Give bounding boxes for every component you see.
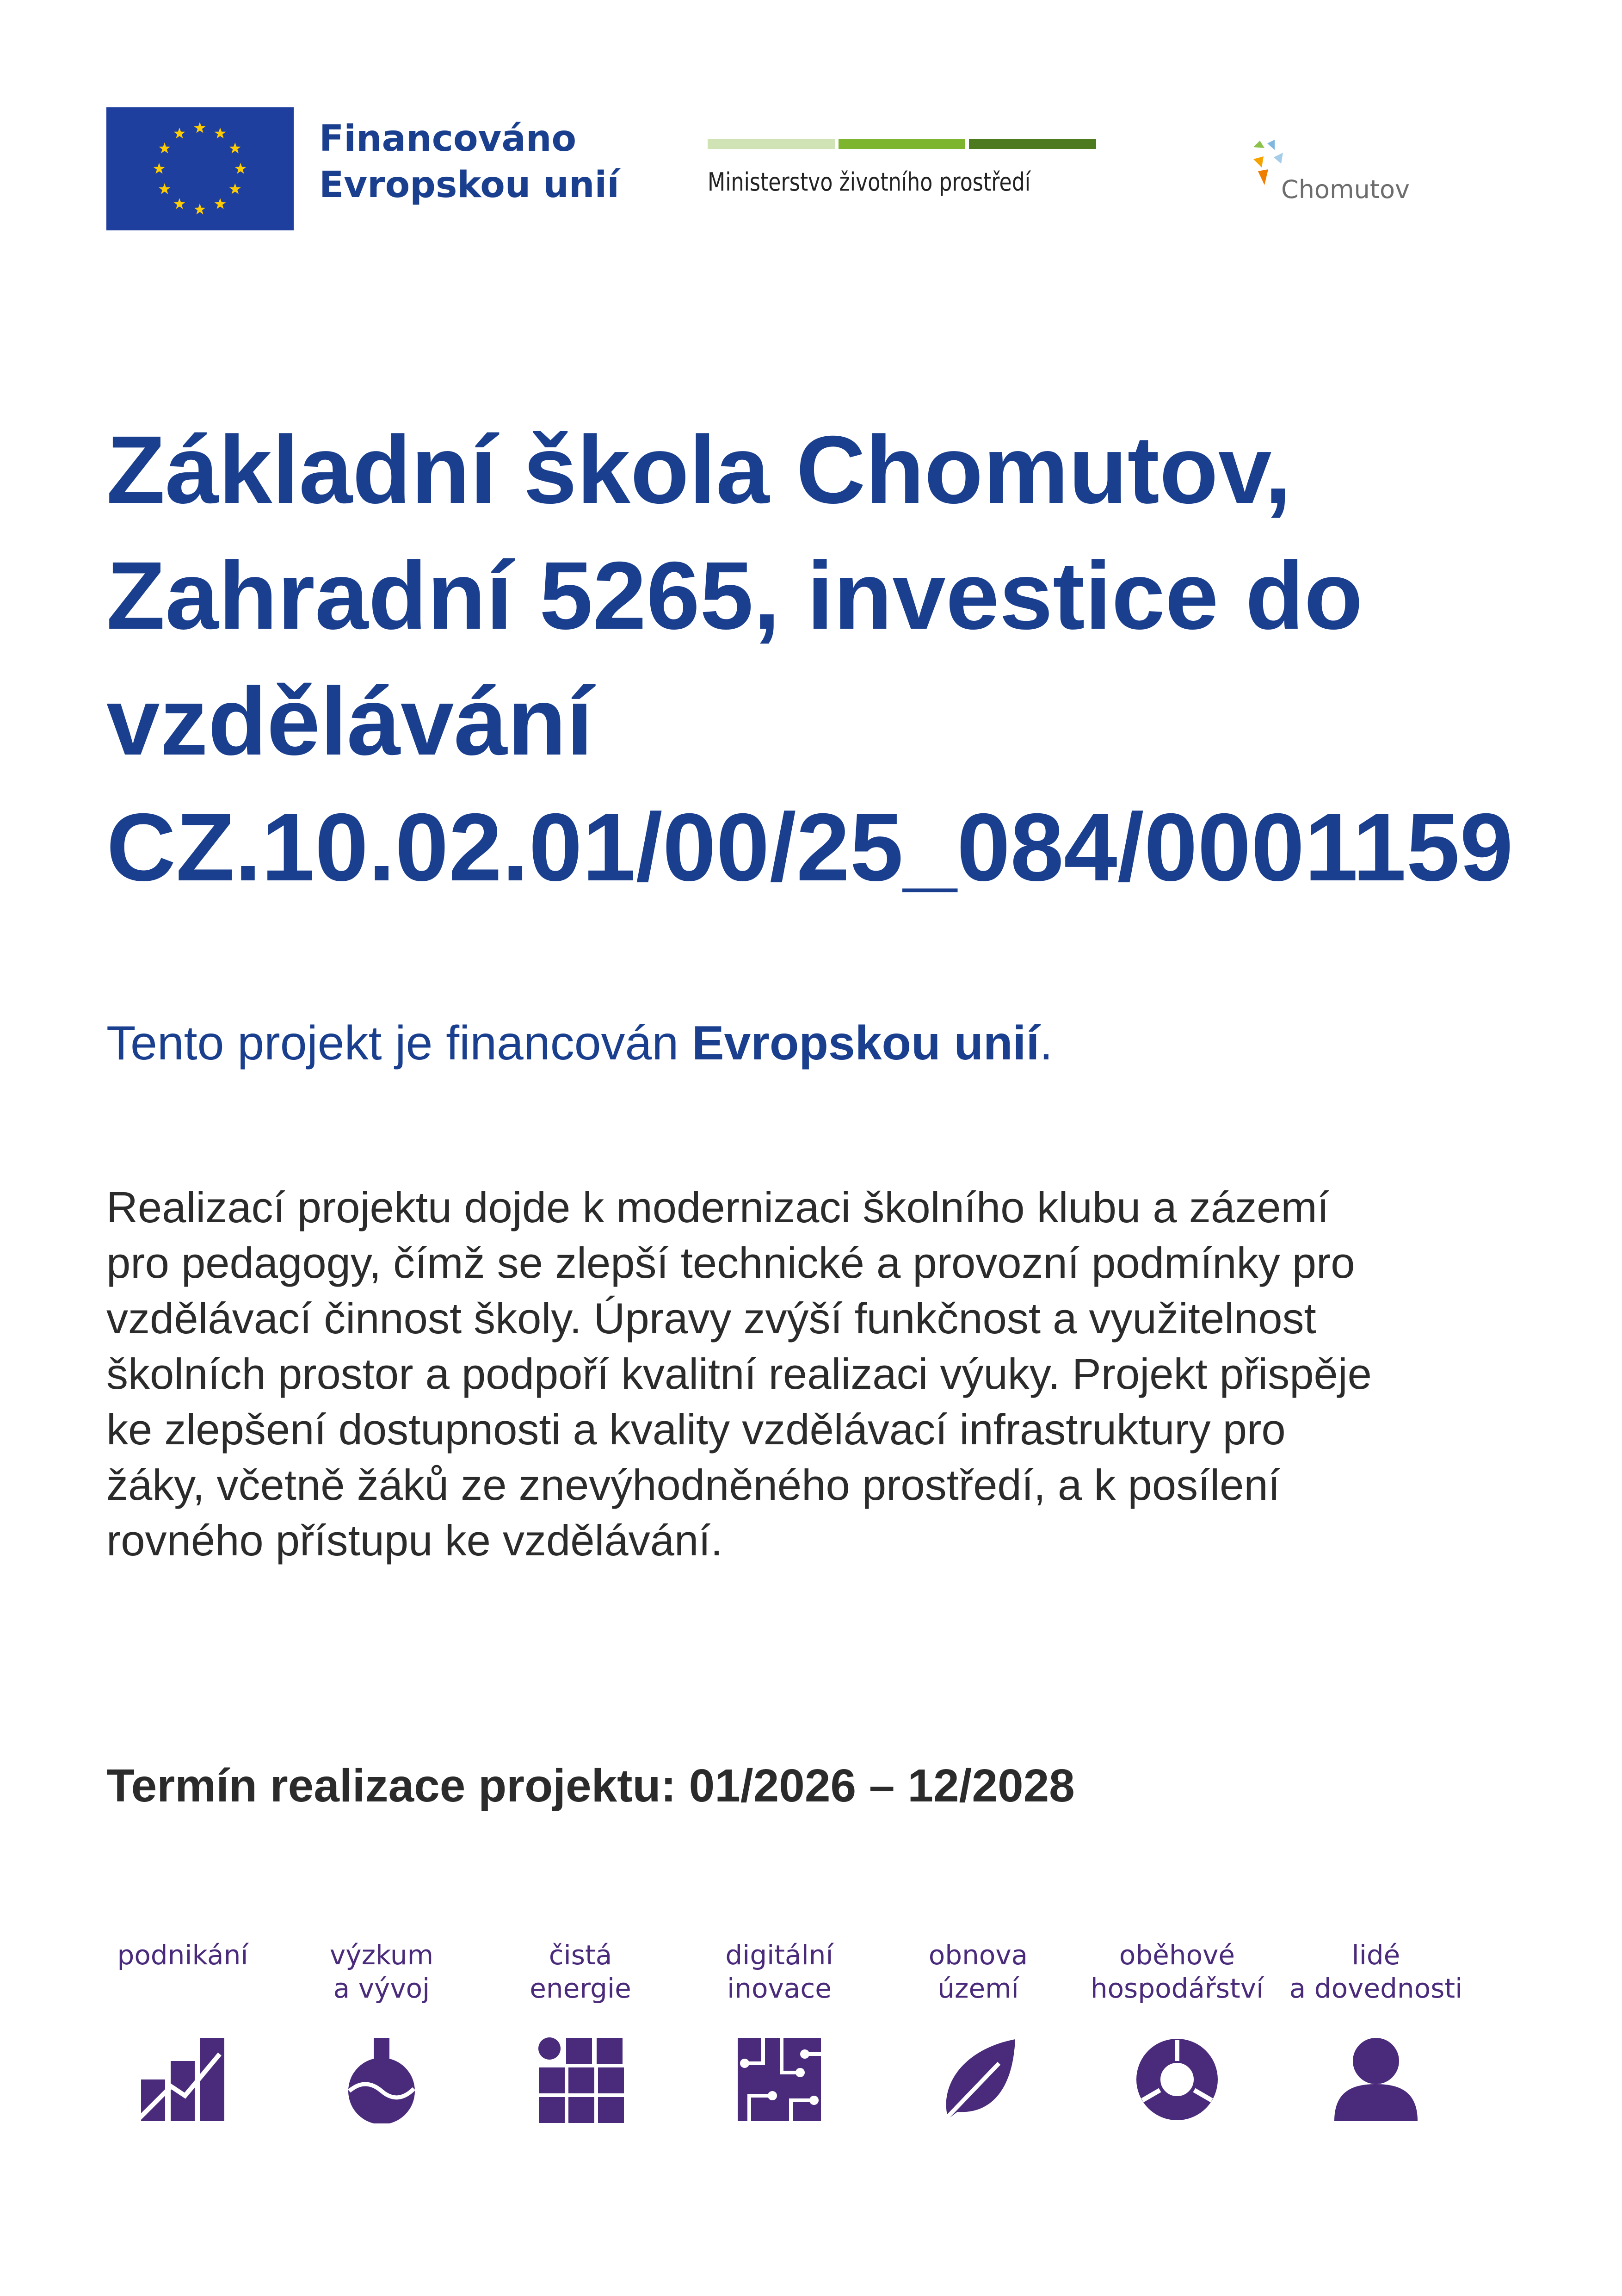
- pillar-label-line2: hospodářství: [1090, 1973, 1264, 2004]
- pillar-label-line1: lidé: [1351, 1939, 1400, 1971]
- project-description: [106, 1180, 1517, 1568]
- ministry-logo: [708, 139, 1096, 197]
- pillar-label-line1: oběhové: [1119, 1939, 1235, 1971]
- pillar-label-line2: a vývoj: [333, 1973, 430, 2004]
- pillar-label-line1: digitální: [725, 1939, 833, 1971]
- pillar-obehove-hospodarstvi: [1085, 1938, 1270, 2123]
- pillar-label-line2: energie: [530, 1973, 631, 2004]
- description-line: rovného přístupu ke vzdělávání.: [106, 1516, 723, 1565]
- description-line: Realizací projektu dojde k modernizaci školního klubu a zázemí: [106, 1183, 1329, 1232]
- pillar-lide-a-dovednosti: [1283, 1938, 1468, 2123]
- pillar-digitalni-inovace: [687, 1938, 872, 2123]
- title-line2: Zahradní 5265, investice do: [106, 542, 1363, 650]
- description-line: pro pedagogy, čímž se zlepší technické a provozní podmínky pro: [106, 1238, 1355, 1287]
- page-title: [106, 407, 1614, 910]
- description-line: školních prostor a podpoří kvalitní realizaci výuky. Projekt přispěje: [106, 1349, 1372, 1398]
- pillar-vyzkum: [289, 1938, 474, 2123]
- chomutov-logo: [1244, 139, 1415, 208]
- person-icon: [1332, 2036, 1420, 2123]
- bar-chart-icon: [139, 2036, 227, 2123]
- funding-statement: [106, 1013, 1053, 1073]
- pillar-label-line1: výzkum: [329, 1939, 434, 1971]
- ministry-name: Ministerstvo životního prostředí: [708, 167, 1031, 197]
- title-line1: Základní škola Chomutov,: [106, 416, 1291, 524]
- pillar-label-line1: obnova: [928, 1939, 1028, 1971]
- eu-label-line1: Financováno: [319, 118, 577, 160]
- flask-icon: [338, 2036, 426, 2123]
- title-line3: vzdělávání: [106, 668, 593, 775]
- funding-statement-emphasis: Evropskou unií: [692, 1016, 1040, 1070]
- pillar-label-line2: inovace: [727, 1973, 832, 2004]
- chomutov-name: Chomutov: [1281, 175, 1410, 204]
- ministry-color-bars: [708, 139, 1096, 149]
- funding-statement-prefix: Tento projekt je financován: [106, 1016, 692, 1070]
- eu-flag-icon: [106, 107, 294, 230]
- pillar-podnikani: [90, 1938, 275, 2123]
- eu-funding-label: [319, 116, 619, 208]
- title-project-number: CZ.10.02.01/00/25_084/0001159: [106, 794, 1513, 901]
- leaf-icon: [934, 2036, 1022, 2123]
- pillar-cista-energie: [488, 1938, 673, 2123]
- pillar-label-line2: a dovednosti: [1289, 1973, 1463, 2004]
- circuit-icon: [735, 2036, 823, 2123]
- pillar-label-line1: čistá: [549, 1939, 612, 1971]
- pillar-label-line1: podnikání: [117, 1939, 248, 1971]
- funding-statement-suffix: .: [1039, 1016, 1053, 1070]
- pillar-label-line2: území: [937, 1973, 1019, 2004]
- ministry-bar-light: [708, 139, 835, 149]
- ministry-bar-dark: [969, 139, 1096, 149]
- pillar-obnova-uzemi: [886, 1938, 1071, 2123]
- description-line: ke zlepšení dostupnosti a kvality vzdělávací infrastruktury pro: [106, 1405, 1286, 1454]
- recycle-icon: [1133, 2036, 1221, 2123]
- description-line: žáky, včetně žáků ze znevýhodněného prostředí, a k posílení: [106, 1461, 1280, 1509]
- project-term: Termín realizace projektu: 01/2026 – 12/2028: [106, 1760, 1075, 1812]
- ministry-bar-mid: [839, 139, 966, 149]
- eu-label-line2: Evropskou unií: [319, 164, 620, 206]
- solar-panel-icon: [537, 2036, 624, 2123]
- description-line: vzdělávací činnost školy. Úpravy zvýší funkčnost a využitelnost: [106, 1294, 1316, 1343]
